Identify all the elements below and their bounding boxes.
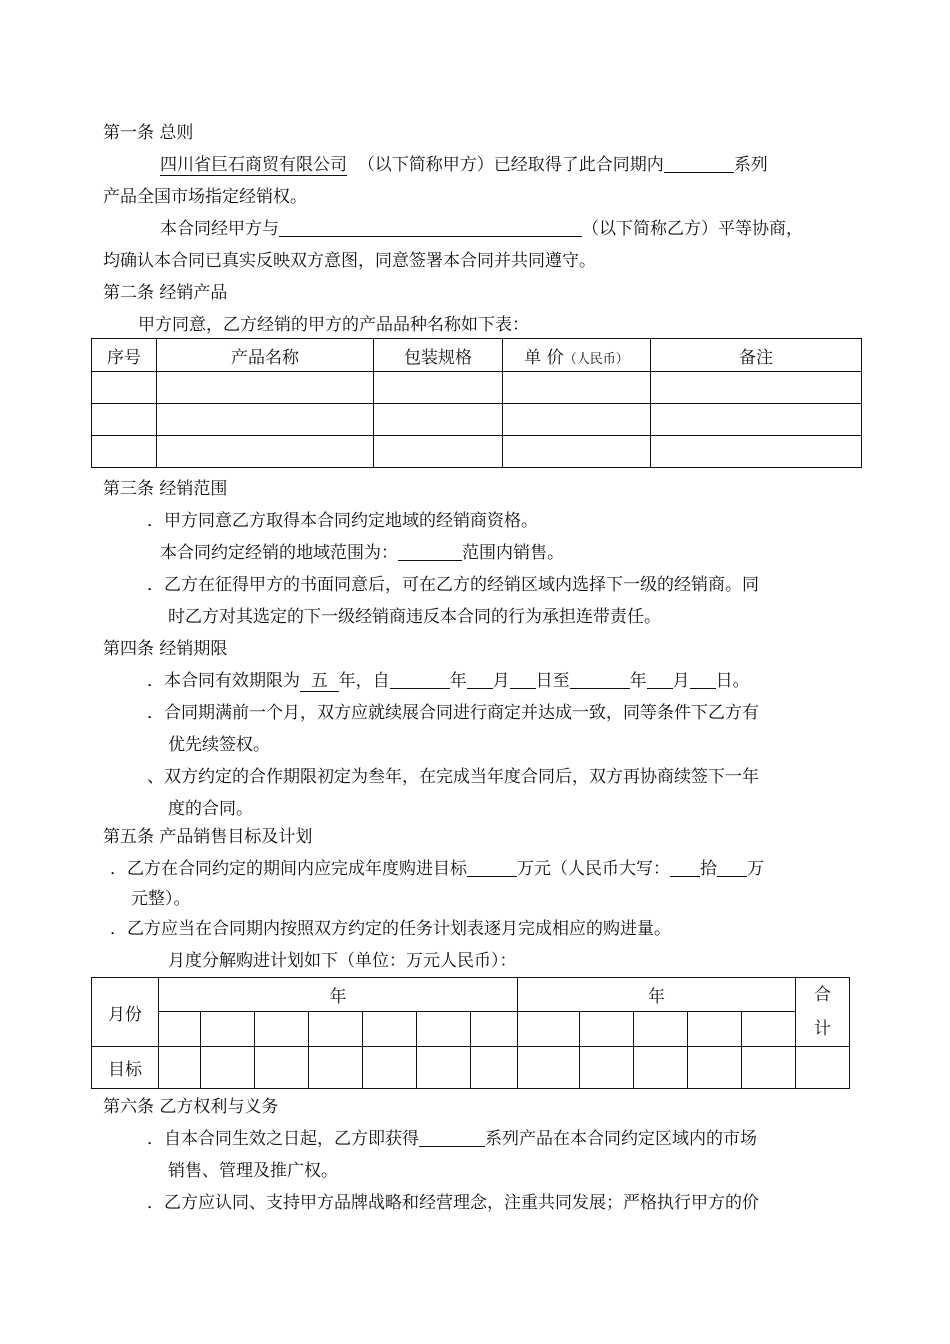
monthly-plan-table (91, 977, 850, 1089)
article-3-region: 本合同约定经销的地域范围为： 范围内销售。 (160, 543, 564, 563)
region-blank[interactable] (398, 542, 462, 561)
article-1-para-1-cont: 产品全国市场指定经销权。 (103, 187, 307, 207)
annual-target-blank[interactable] (467, 858, 517, 877)
article-1-para-1: 四川省巨石商贸有限公司 （以下简称甲方）已经取得了此合同期内 系列 (160, 155, 768, 175)
col-header-packaging: 包装规格 (374, 339, 503, 372)
article-3-item-2: ．乙方在征得甲方的书面同意后，可在乙方的经销区域内选择下一级的经销商。同 (147, 575, 759, 595)
article-5-item-1-cont: 元整）。 (131, 889, 191, 909)
article-5-heading: 第五条 产品销售目标及计划 (103, 827, 313, 847)
col-header-no: 序号 (92, 339, 157, 372)
end-year-blank[interactable] (570, 670, 630, 689)
party-b-name-blank[interactable] (279, 218, 582, 237)
article-4-term: ．本合同有效期限为 五 年，自 年 月 日至 年 月 日。 (147, 671, 750, 691)
end-day-blank[interactable] (690, 670, 716, 689)
article-6-item-1-cont: 销售、管理及推广权。 (168, 1161, 338, 1181)
article-2-heading: 第二条 经销产品 (103, 283, 228, 303)
year-1-header: 年 (159, 978, 518, 1012)
article-5-item-1: ．乙方在合同约定的期间内应完成年度购进目标 万元（人民币大写： 拾 万 (110, 859, 764, 879)
col-header-remarks: 备注 (651, 339, 862, 372)
article-3-item-1: ．甲方同意乙方取得本合同约定地域的经销商资格。 (147, 511, 538, 531)
total-header: 合 计 (796, 978, 850, 1047)
table-row (92, 436, 862, 468)
amount-tens-blank[interactable] (670, 858, 700, 877)
article-2-intro: 甲方同意，乙方经销的甲方的产品品种名称如下表： (138, 315, 529, 335)
article-4-item-3-cont: 度的合同。 (168, 799, 253, 819)
article-1-para-2: 本合同经甲方与 （以下简称乙方）平等协商， (160, 219, 803, 239)
end-month-blank[interactable] (647, 670, 673, 689)
table-row (92, 404, 862, 436)
col-header-unit-price: 单 价（人民币） (503, 339, 651, 372)
article-6-item-2: ．乙方应认同、支持甲方品牌战略和经营理念，注重共同发展；严格执行甲方的价 (147, 1193, 759, 1213)
target-label: 目标 (92, 1047, 159, 1089)
start-month-blank[interactable] (467, 670, 493, 689)
col-header-product-name: 产品名称 (157, 339, 374, 372)
article-3-item-2-cont: 时乙方对其选定的下一级经销商违反本合同的行为承担连带责任。 (168, 607, 661, 627)
month-label: 月份 (92, 978, 159, 1047)
article-6-item-1: ．自本合同生效之日起，乙方即获得 系列产品在本合同约定区域内的市场 (147, 1129, 757, 1149)
article-4-heading: 第四条 经销期限 (103, 639, 228, 659)
month-cells-row (92, 1012, 850, 1047)
year-2-header: 年 (518, 978, 796, 1012)
series-rights-blank[interactable] (419, 1128, 485, 1147)
start-year-blank[interactable] (390, 670, 450, 689)
term-years: 五 (300, 671, 339, 692)
article-4-item-2: ．合同期满前一个月，双方应就续展合同进行商定并达成一致，同等条件下乙方有 (147, 703, 759, 723)
article-1-heading: 第一条 总则 (103, 123, 194, 143)
target-row (92, 1047, 850, 1089)
series-blank[interactable] (664, 154, 734, 173)
amount-units-blank[interactable] (717, 858, 747, 877)
start-day-blank[interactable] (510, 670, 536, 689)
article-1-para-2-cont: 均确认本合同已真实反映双方意图，同意签署本合同并共同遵守。 (103, 251, 596, 271)
article-6-heading: 第六条 乙方权利与义务 (103, 1097, 279, 1117)
table-row (92, 372, 862, 404)
product-table (91, 338, 862, 468)
monthly-plan-caption: 月度分解购进计划如下（单位：万元人民币）： (168, 951, 517, 971)
article-3-heading: 第三条 经销范围 (103, 479, 228, 499)
article-5-item-2: ．乙方应当在合同期内按照双方约定的任务计划表逐月完成相应的购进量。 (110, 919, 671, 939)
article-4-item-3: 、双方约定的合作期限初定为叁年，在完成当年度合同后，双方再协商续签下一年 (147, 767, 759, 787)
party-a-company-name: 四川省巨石商贸有限公司 (160, 155, 347, 175)
article-4-item-2-cont: 优先续签权。 (168, 735, 270, 755)
